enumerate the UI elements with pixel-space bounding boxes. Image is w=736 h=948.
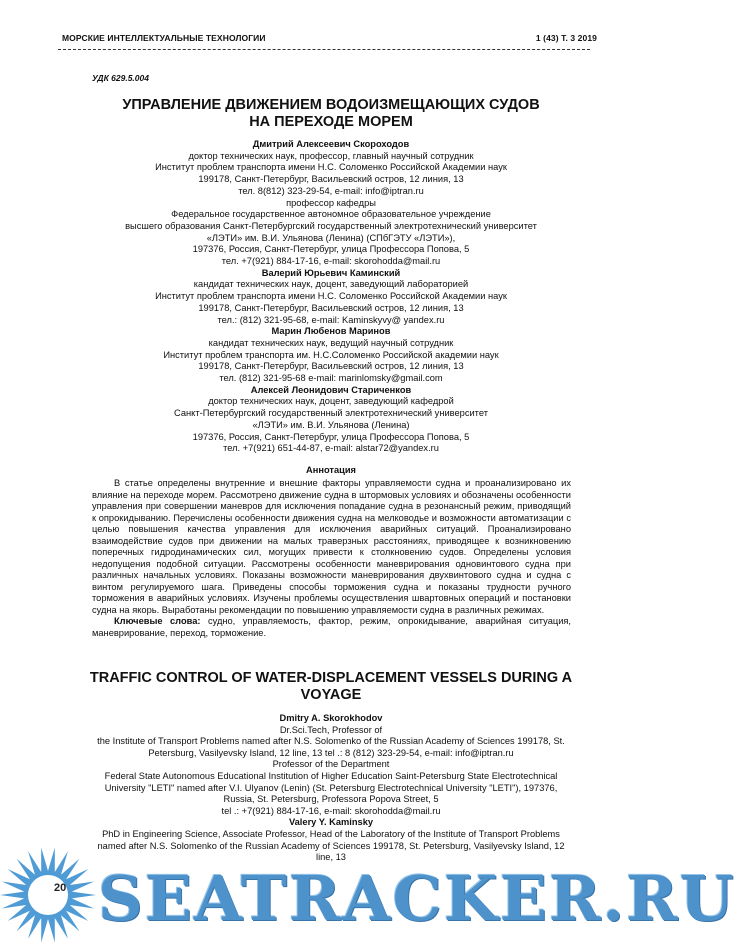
author-affiliation-line: профессор кафедры bbox=[286, 197, 376, 208]
author-affiliation-line: доктор технических наук, профессор, главный научный сотрудник bbox=[188, 150, 474, 161]
author-name: Valery Y. Kaminsky bbox=[288, 817, 374, 828]
author-affiliation-line: Санкт-Петербургский государственный электротехнический университет bbox=[174, 408, 488, 419]
article-title-en bbox=[60, 670, 602, 704]
author-affiliation-line: PhD in Engineering Science, Associate Professor, Head of the Laboratory of the Institute of Transport Problems bbox=[102, 828, 560, 839]
author-name: Dmitry A. Skorokhodov bbox=[279, 713, 383, 723]
author-affiliation-line: Dr.Sci.Tech, Professor of bbox=[279, 724, 383, 735]
author-affiliation-line: тел.: (812) 321-95-68, e-mail: Kaminskyvy@ yandex.ru bbox=[217, 314, 445, 325]
issue-info: 1 (43) Т. 3 2019 bbox=[535, 33, 597, 43]
title-ru-line: УПРАВЛЕНИЕ ДВИЖЕНИЕМ ВОДОИЗМЕЩАЮЩИХ СУДОВ bbox=[122, 97, 540, 113]
abstract-heading: Аннотация bbox=[306, 465, 356, 475]
authors-ru-block bbox=[60, 139, 602, 455]
keywords-label: Ключевые слова: bbox=[114, 616, 201, 626]
abstract-text: В статье определены внутренние и внешние факторы управляемости судна и проанализировано их влияние на переходе морем. Рассмотрено движение судна в штормовых условиях и обозначены особенности управления при совершении маневров для исключения попадание судна в резонансный режим, приводящий к опрокидыванию. Перечислены особенности движения судна на мелководье и возможности автоматизации с целью повышения качества управления для исключения аварийных ситуаций. Проанализировано взаимодействие судов при движении на малых траверзных расстояниях, приводящее к возникновению поперечных гидродинамических сил, могущих привести к столкновению судов. Определены условия недопущения подобной ситуации. Рассмотрены особенности маневрирования одновинтового судна при различных начальных условиях. Показаны возможности маневрирования двухвинтового судна и судна с винтом регулируемого шага. Приведены способы торможения судна и показаны трудности ручного торможения в аварийных условиях. Изучены проблемы осуществления швартовных операций и постановки судна на якорь. Выработаны рекомендации по повышению управляемости судна в различных режимах. bbox=[92, 478, 571, 615]
author-affiliation-line: Институт проблем транспорта имени Н.С. Соломенко Российской Академии наук bbox=[155, 291, 507, 302]
author-affiliation-line: тел. 8(812) 323-29-54, e-mail: info@iptran.ru bbox=[238, 185, 424, 196]
article-title-ru bbox=[60, 97, 602, 131]
author-affiliation-line: Федеральное государственное автономное образовательное учреждение bbox=[171, 209, 491, 220]
author-affiliation-line: 199178, Санкт-Петербург, Васильевский остров, 12 линия, 13 bbox=[198, 302, 464, 313]
author-affiliation-line: кандидат технических наук, ведущий научный сотрудник bbox=[208, 337, 454, 348]
author-name: Дмитрий Алексеевич Скороходов bbox=[252, 139, 410, 149]
author-name: Марин Любенов Маринов bbox=[271, 326, 391, 337]
authors-en-block bbox=[62, 713, 600, 864]
author-affiliation-line: tel .: +7(921) 884-17-16, e-mail: skorohodda@mail.ru bbox=[221, 805, 441, 816]
author-affiliation-line: Институт проблем транспорта им. Н.С.Соломенко Российской академии наук bbox=[163, 349, 499, 360]
title-ru-line: НА ПЕРЕХОДЕ МОРЕМ bbox=[249, 114, 413, 130]
author-affiliation-line: Petersburg, Vasilyevsky Island, 12 line, 13 tel .: 8 (812) 323-29-54, e-mail: info@iptran.ru bbox=[148, 747, 514, 758]
author-affiliation-line: 197376, Россия, Санкт-Петербург, улица Профессора Попова, 5 bbox=[192, 244, 470, 255]
author-affiliation-line: 197376, Россия, Санкт-Петербург, улица Профессора Попова, 5 bbox=[192, 431, 470, 442]
author-affiliation-line: line, 13 bbox=[316, 852, 346, 863]
author-affiliation-line: Институт проблем транспорта имени Н.С. Соломенко Российской Академии наук bbox=[155, 162, 507, 173]
author-affiliation-line: тел. +7(921) 884-17-16, e-mail: skorohodda@mail.ru bbox=[221, 256, 441, 267]
author-affiliation-line: Professor of the Department bbox=[272, 759, 390, 770]
page-number: 20 bbox=[54, 882, 67, 894]
author-affiliation-line: 199178, Санкт-Петербург, Васильевский остров, 12 линия, 13 bbox=[198, 361, 464, 372]
author-affiliation-line: высшего образования Санкт-Петербургский государственный электротехнический университет bbox=[125, 220, 537, 231]
keywords-paragraph bbox=[92, 616, 571, 639]
title-en-line: TRAFFIC CONTROL OF WATER-DISPLACEMENT VESSELS DURING A bbox=[89, 670, 573, 686]
running-header bbox=[62, 33, 597, 45]
author-name: Алексей Леонидович Стариченков bbox=[250, 384, 412, 395]
title-en-line: VOYAGE bbox=[300, 687, 362, 703]
keywords-text: судно, управляемость, фактор, режим, опрокидывание, аварийная ситуация, маневрирование, переход, торможение. bbox=[92, 616, 571, 638]
author-affiliation-line: «ЛЭТИ» им. В.И. Ульянова (Ленина) bbox=[252, 419, 410, 430]
watermark-text: SEATRACKER.RU bbox=[98, 862, 736, 935]
author-affiliation-line: доктор технических наук, доцент, заведующий кафедрой bbox=[208, 396, 454, 407]
author-affiliation-line: Federal State Autonomous Educational Institution of Higher Education Saint-Petersburg State Electrotechnical bbox=[104, 770, 558, 781]
journal-name: МОРСКИЕ ИНТЕЛЛЕКТУАЛЬНЫЕ ТЕХНОЛОГИИ bbox=[62, 33, 266, 43]
author-affiliation-line: University "LETI" named after V.I. Ulyanov (Lenin) (St. Petersburg Electrotechnical University "LETI"), 197376, bbox=[104, 782, 558, 793]
author-affiliation-line: named after N.S. Solomenko of the Russian Academy of Sciences 199178, St. Petersburg, Vasilyevsky Island, 12 bbox=[97, 840, 565, 851]
author-affiliation-line: «ЛЭТИ» им. В.И. Ульянова (Ленина) (СПбГЭТУ «ЛЭТИ»), bbox=[206, 232, 456, 243]
udk-code: УДК 629.5.004 bbox=[92, 73, 149, 83]
sunburst-logo-icon bbox=[0, 845, 100, 948]
header-divider bbox=[58, 49, 590, 50]
author-affiliation-line: тел. +7(921) 651-44-87, e-mail: alstar72@yandex.ru bbox=[223, 443, 439, 454]
author-affiliation-line: тел. (812) 321-95-68 e-mail: marinlomsky@gmail.com bbox=[219, 373, 443, 384]
author-affiliation-line: кандидат технических наук, доцент, заведующий лабораторией bbox=[193, 279, 469, 290]
abstract-block bbox=[92, 478, 571, 639]
author-affiliation-line: the Institute of Transport Problems named after N.S. Solomenko of the Russian Academy of Sciences 199178, St. bbox=[97, 736, 565, 747]
author-affiliation-line: Russia, St. Petersburg, Professora Popova Street, 5 bbox=[223, 794, 439, 805]
author-affiliation-line: 199178, Санкт-Петербург, Васильевский остров, 12 линия, 13 bbox=[198, 174, 464, 185]
author-name: Валерий Юрьевич Каминский bbox=[261, 267, 401, 278]
